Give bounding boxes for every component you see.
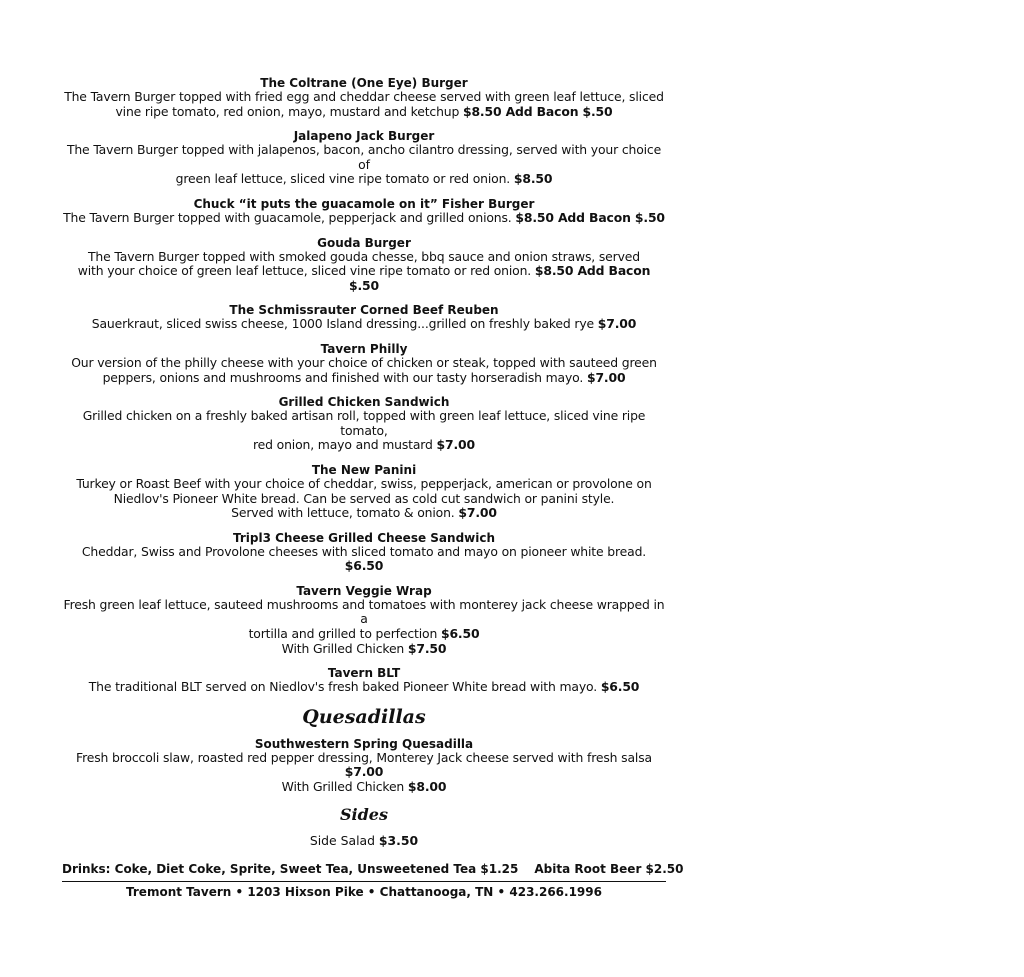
- description-line: [62, 356, 666, 371]
- menu-item: [62, 76, 666, 119]
- root-beer-text: Abita Root Beer $2.50: [534, 861, 684, 876]
- menu-item: [62, 303, 666, 332]
- quesadilla-description: [62, 751, 666, 795]
- menu-item: [62, 584, 666, 656]
- menu-item-description: [62, 143, 666, 187]
- sides-heading: Sides: [339, 804, 388, 824]
- quesadilla-item: [62, 737, 666, 795]
- menu-item: [62, 129, 666, 187]
- menu-item: [62, 342, 666, 385]
- description-text: Fresh broccoli slaw, roasted red pepper dressing, Monterey Jack cheese served with fresh salsa: [76, 749, 652, 765]
- menu-item-title: The Coltrane (One Eye) Burger: [260, 76, 468, 90]
- description-text: red onion, mayo and mustard: [253, 437, 437, 453]
- price-text: $7.00: [344, 764, 384, 780]
- menu-item-title: Tavern Veggie Wrap: [296, 583, 432, 598]
- menu-item-description: [62, 356, 666, 385]
- description-text: The Tavern Burger topped with fried egg and cheddar cheese served with green leaf lettuce, sliced: [64, 89, 664, 104]
- side-item-name: Side Salad: [309, 832, 375, 848]
- description-text: green leaf lettuce, sliced vine ripe tomato or red onion.: [175, 171, 514, 187]
- menu-item: [62, 463, 666, 521]
- description-line: [62, 409, 666, 438]
- description-text: with your choice of green leaf lettuce, sliced vine ripe tomato or red onion.: [77, 263, 535, 279]
- description-line: [62, 211, 666, 226]
- description-line: [62, 598, 666, 627]
- menu-item-title: Chuck “it puts the guacamole on it” Fisher Burger: [193, 196, 535, 211]
- menu-item-title: The Schmissrauter Corned Beef Reuben: [229, 303, 499, 318]
- menu-item: [62, 666, 666, 695]
- menu-item: [62, 236, 666, 294]
- description-line: [62, 545, 666, 574]
- description-text: Cheddar, Swiss and Provolone cheeses with sliced tomato and mayo on pioneer white bread.: [81, 543, 647, 559]
- description-line: [62, 438, 666, 453]
- menu-item-description: [62, 317, 666, 332]
- drinks-line: [62, 861, 684, 882]
- description-text: Served with lettuce, tomato & onion.: [231, 505, 459, 521]
- description-line: [62, 172, 666, 187]
- description-text: vine ripe tomato, red onion, mayo, mustard and ketchup: [115, 103, 463, 119]
- menu-item-description: [62, 477, 666, 521]
- description-line: [62, 317, 666, 332]
- description-line: [62, 264, 666, 293]
- description-line: [62, 642, 666, 657]
- quesadillas-heading: Quesadillas: [302, 705, 426, 728]
- description-text: Our version of the philly cheese with your choice of chicken or steak, topped with sauteed green: [71, 354, 657, 370]
- description-text: The Tavern Burger topped with guacamole, pepperjack and grilled onions.: [63, 209, 516, 225]
- description-line: [62, 680, 666, 695]
- price-text: $7.50: [407, 640, 447, 656]
- description-text: peppers, onions and mushrooms and finished with our tasty horseradish mayo.: [102, 369, 587, 385]
- price-text: $7.00: [597, 316, 637, 332]
- drinks-text: Drinks: Coke, Diet Coke, Sprite, Sweet Tea, Unsweetened Tea $1.25: [62, 861, 519, 876]
- price-text: $7.00: [436, 437, 475, 453]
- price-text: $6.50: [344, 558, 384, 574]
- description-line: [62, 751, 666, 780]
- description-text: With Grilled Chicken: [281, 640, 408, 656]
- description-line: [62, 627, 666, 642]
- menu-item-description: [62, 409, 666, 453]
- price-text: $7.00: [586, 369, 626, 385]
- menu-item-title: Jalapeno Jack Burger: [293, 129, 435, 144]
- price-text: $8.50 Add Bacon $.50: [515, 209, 665, 225]
- menu-item-description: [62, 90, 666, 119]
- side-salad-line: [62, 833, 666, 848]
- description-text: The traditional BLT served on Niedlov's fresh baked Pioneer White bread with mayo.: [88, 679, 601, 695]
- menu-item-title: Gouda Burger: [317, 235, 411, 250]
- price-text: $8.50: [513, 171, 553, 187]
- description-line: [62, 90, 666, 105]
- menu-item-description: [62, 211, 666, 226]
- price-text: $6.50: [440, 626, 480, 642]
- price-text: $7.00: [458, 505, 497, 521]
- menu-item: [62, 395, 666, 453]
- menu-item-title: Tripl3 Cheese Grilled Cheese Sandwich: [232, 530, 496, 545]
- footer-address: Tremont Tavern • 1203 Hixson Pike • Chattanooga, TN • 423.266.1996: [126, 884, 602, 899]
- description-text: Niedlov's Pioneer White bread. Can be served as cold cut sandwich or panini style.: [113, 490, 615, 506]
- description-text: Fresh green leaf lettuce, sauteed mushrooms and tomatoes with monterey jack cheese wrapped in a: [63, 596, 665, 627]
- description-text: Turkey or Roast Beef with your choice of cheddar, swiss, pepperjack, american or provolone on: [76, 475, 652, 491]
- menu-item-title: Grilled Chicken Sandwich: [278, 395, 450, 410]
- description-text: Grilled chicken on a freshly baked artisan roll, topped with green leaf lettuce, sliced vine ripe tomato,: [82, 408, 646, 438]
- quesadilla-title: Southwestern Spring Quesadilla: [254, 736, 474, 751]
- price-text: $8.50 Add Bacon $.50: [462, 103, 613, 119]
- side-item-price: $3.50: [378, 832, 419, 848]
- price-text: $8.00: [407, 779, 447, 795]
- menu-item-description: [62, 680, 666, 695]
- description-text: The Tavern Burger topped with smoked gouda chesse, bbq sauce and onion straws, served: [88, 248, 640, 264]
- description-text: Sauerkraut, sliced swiss cheese, 1000 Island dressing...grilled on freshly baked rye: [91, 316, 598, 332]
- description-line: [62, 371, 666, 386]
- menu-item-title: The New Panini: [311, 462, 417, 477]
- description-line: [62, 780, 666, 795]
- description-line: [62, 477, 666, 492]
- menu-items: [62, 76, 666, 695]
- price-text: $6.50: [600, 679, 640, 695]
- menu-item-title: Tavern Philly: [320, 341, 408, 356]
- description-text: The Tavern Burger topped with jalapenos, bacon, ancho cilantro dressing, served with your choice of: [66, 142, 662, 172]
- menu-item: [62, 197, 666, 226]
- description-line: [62, 492, 666, 507]
- menu-page: [62, 76, 684, 899]
- menu-item-title: Tavern BLT: [327, 666, 401, 681]
- menu-item-description: [62, 545, 666, 574]
- price-text: $8.50 Add Bacon $.50: [349, 263, 651, 293]
- description-text: With Grilled Chicken: [281, 779, 408, 795]
- menu-item-description: [62, 250, 666, 294]
- menu-item: [62, 531, 666, 574]
- menu-item-description: [62, 598, 666, 656]
- description-line: [62, 105, 666, 120]
- description-line: [62, 506, 666, 521]
- description-text: tortilla and grilled to perfection: [248, 626, 441, 642]
- description-line: [62, 250, 666, 265]
- description-line: [62, 143, 666, 172]
